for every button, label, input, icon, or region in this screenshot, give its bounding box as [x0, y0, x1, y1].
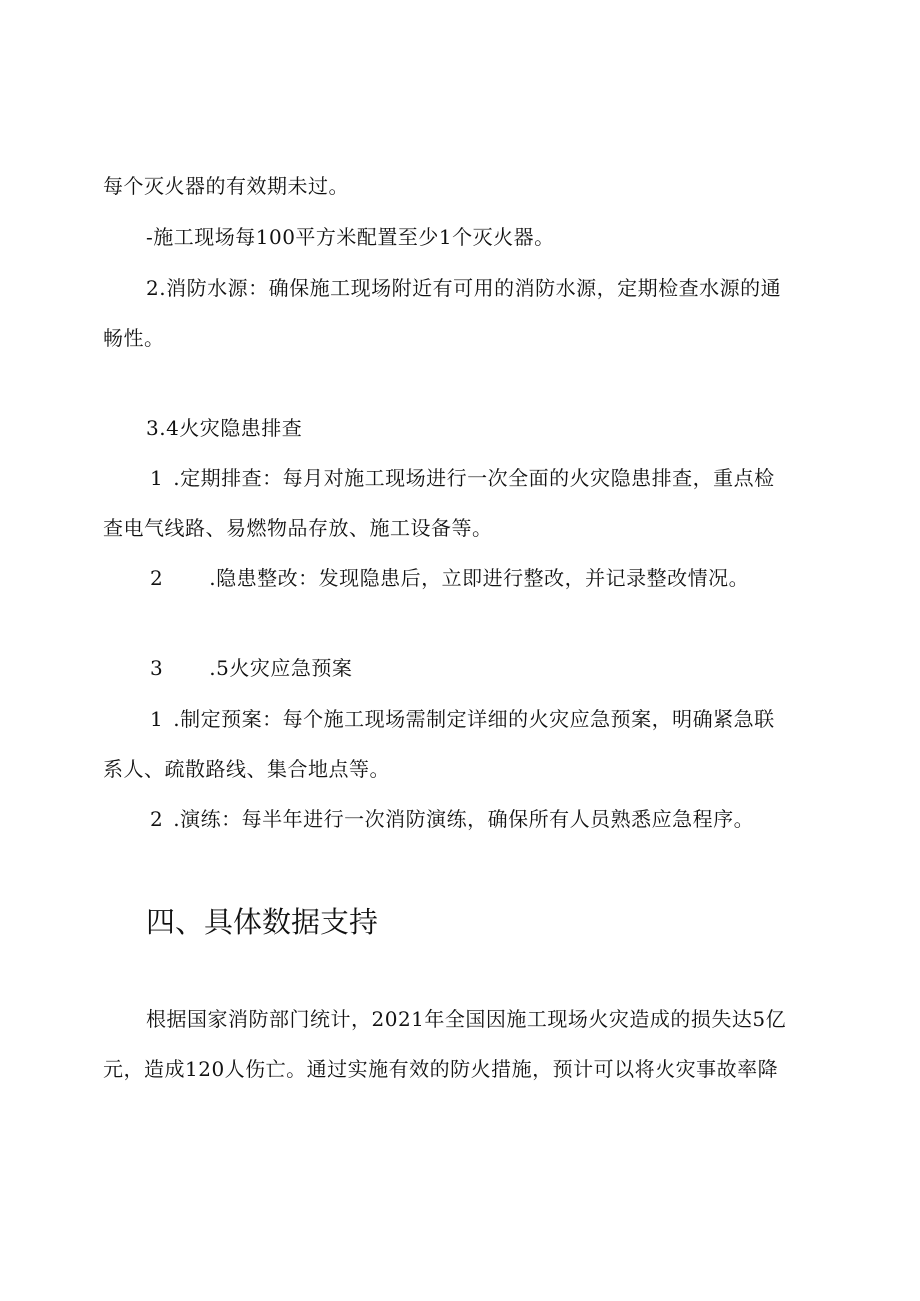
text: .5火灾应急预案	[209, 656, 353, 680]
section-heading-3-4	[146, 414, 302, 442]
list-item	[150, 564, 749, 592]
text: 2.消防水源：确保施工现场附近有可用的消防水源，定期检查水源的通	[146, 276, 782, 300]
item-number: 3	[150, 656, 164, 680]
text: .定期排查：每月对施工现场进行一次全面的火灾隐患排查，重点检	[173, 466, 775, 490]
item-number: 2	[150, 807, 164, 831]
section-heading-3-5	[150, 654, 352, 682]
text: 元，造成120人伤亡。通过实施有效的防火措施，预计可以将火灾事故率降	[103, 1057, 779, 1081]
paragraph-line	[103, 1055, 778, 1083]
paragraph-line	[103, 324, 165, 352]
item-number: 1	[150, 466, 164, 490]
paragraph-line	[103, 514, 493, 542]
list-item	[150, 705, 775, 733]
list-item	[150, 464, 775, 492]
paragraph-line	[146, 223, 555, 251]
chapter-heading: 四、具体数据支持	[146, 905, 379, 939]
text: 根据国家消防部门统计，2021年全国因施工现场火灾造成的损失达5亿	[146, 1007, 787, 1031]
text: 3.4火灾隐患排查	[146, 416, 303, 440]
text: .隐患整改：发现隐患后，立即进行整改，并记录整改情况。	[209, 566, 750, 590]
item-number: 2	[150, 566, 164, 590]
text: 畅性。	[103, 326, 165, 350]
paragraph-line	[146, 274, 781, 302]
paragraph-line	[146, 1005, 786, 1033]
text: .制定预案：每个施工现场需制定详细的火灾应急预案，明确紧急联	[173, 707, 775, 731]
text: 查电气线路、易燃物品存放、施工设备等。	[103, 516, 493, 540]
text: 系人、疏散路线、集合地点等。	[103, 757, 390, 781]
text: 每个灭火器的有效期未过。	[103, 174, 349, 198]
paragraph-line	[103, 755, 390, 783]
text: -施工现场每100平方米配置至少1个灭火器。	[146, 225, 555, 249]
item-number: 1	[150, 707, 164, 731]
text: .演练：每半年进行一次消防演练，确保所有人员熟悉应急程序。	[173, 807, 755, 831]
paragraph-line	[103, 172, 349, 200]
list-item	[150, 805, 754, 833]
